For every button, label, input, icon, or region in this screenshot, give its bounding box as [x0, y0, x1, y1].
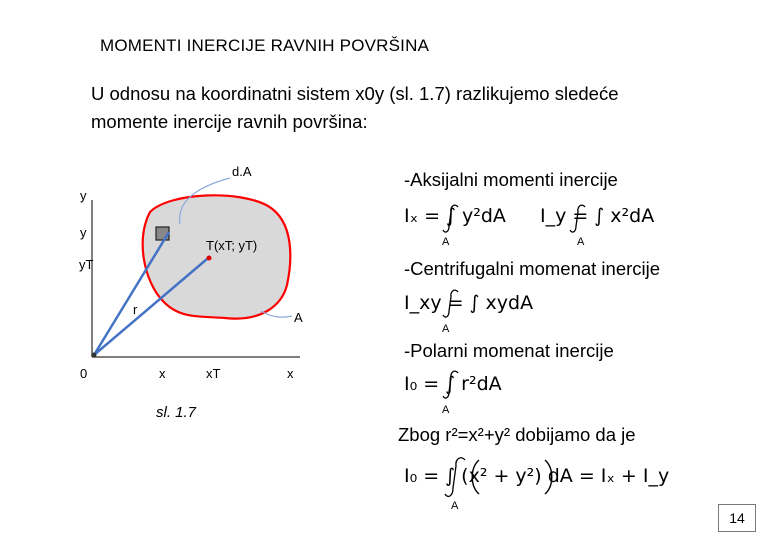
plane-area-shape	[143, 195, 291, 318]
domain-A-Ix: A	[442, 236, 450, 248]
formula-Iy: I_y = ∫ x²dA	[540, 205, 655, 227]
section-centrifugal: -Centrifugalni momenat inercije	[404, 258, 661, 279]
section-axial: -Aksijalni momenti inercije	[404, 169, 618, 190]
label-r: r	[133, 302, 138, 317]
page-title: MOMENTI INERCIJE RAVNIH POVRŠINA	[100, 36, 430, 55]
label-y-element: y	[80, 225, 87, 240]
label-xT: xT	[206, 366, 221, 381]
domain-A-I0: A	[442, 404, 450, 416]
figure-caption: sl. 1.7	[156, 404, 197, 421]
domain-A-Ixy: A	[442, 323, 450, 335]
label-y-axis: y	[80, 188, 87, 203]
label-x-axis: x	[287, 366, 294, 381]
label-x-element: x	[159, 366, 166, 381]
label-centroid-T: T(xT; yT)	[206, 238, 258, 253]
formula-I0-full: I₀ = ∫ (x² + y²) dA = Iₓ + I_y	[404, 465, 670, 487]
label-area-A: A	[294, 310, 303, 325]
section-because: Zbog r²=x²+y² dobijamo da je	[398, 424, 636, 445]
domain-A-I0-full: A	[451, 500, 459, 512]
intro-line-2: momente inercije ravnih površina:	[91, 111, 368, 132]
formula-Ix: Iₓ = ∫ y²dA	[404, 205, 506, 227]
formula-Ixy: I_xy = ∫ xydA	[404, 292, 534, 314]
formula-I0: I₀ = ∫ r²dA	[404, 373, 502, 395]
section-polar: -Polarni momenat inercije	[404, 340, 614, 361]
centroid-point	[207, 256, 212, 261]
domain-A-Iy: A	[577, 236, 585, 248]
label-dA: d.A	[232, 164, 252, 179]
intro-line-1: U odnosu na koordinatni sistem x0y (sl. 1.7) razlikujemo sledeće	[91, 83, 619, 104]
label-yT: yT	[79, 257, 94, 272]
page-number: 14	[718, 504, 756, 532]
label-origin: 0	[80, 366, 88, 381]
